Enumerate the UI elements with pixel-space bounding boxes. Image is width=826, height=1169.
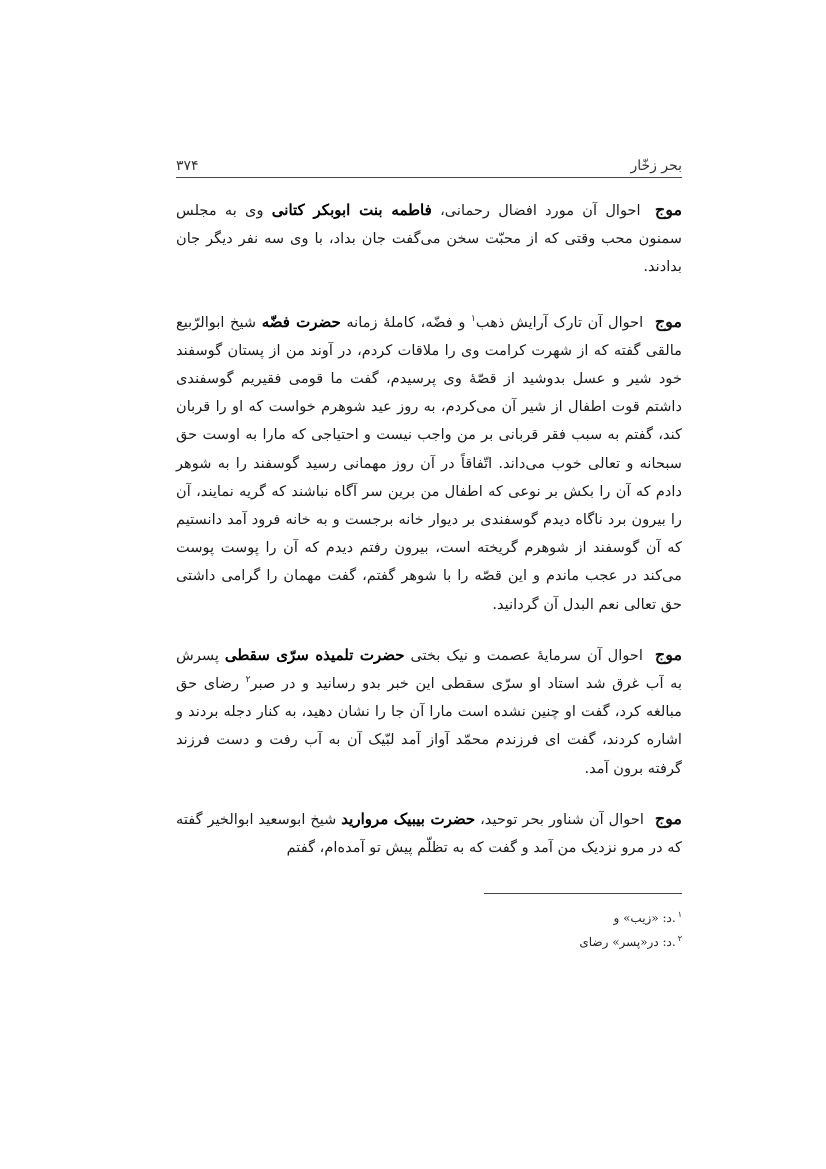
footnote-ref[interactable]: ۱: [471, 313, 476, 324]
footnote-number: ۱: [677, 910, 682, 919]
person-name: حضرت تلمیذه سرّی سقطی: [224, 645, 405, 664]
footnote-1: [176, 906, 682, 930]
paragraph-text: وی به مجلس سمنون محب وقتی که از محبّت سخن می‌گفت جان بداد، با وی سه نفر دیگر جان بدادند.: [176, 202, 682, 276]
person-name: حضرت فضّه: [261, 312, 341, 331]
main-text: [176, 196, 682, 884]
paragraph-2: [176, 308, 682, 619]
paragraph-text: احوال آن شناور بحر توحید،: [480, 810, 644, 828]
paragraph-text: و فضّه، کاملهٔ زمانه: [346, 313, 466, 331]
header-rule: [176, 177, 682, 178]
footnote-rule: [484, 893, 682, 894]
footnote-2: [176, 930, 682, 954]
running-header: [176, 148, 682, 174]
person-name: حضرت بیبیک مروارید: [341, 809, 476, 828]
paragraph-1: [176, 196, 682, 282]
paragraph-text: احوال آن سرمایهٔ عصمت و نیک بختی: [410, 646, 643, 664]
wave-heading: موج: [654, 200, 683, 219]
footnote-ref[interactable]: ۲: [245, 675, 251, 686]
paragraph-text: رضای حق مبالغه کرد، گفت او چنین نشده است مارا آن جا را نشان دهید، به کنار دجله بردند و اشاره کردند، گفت ای فرزندم محمّد آواز آمد لبّیک آن به آب رفت و دست فرزند گرفته برون آمد.: [176, 675, 682, 777]
footnote-text: .د: «زیب» و: [613, 911, 676, 925]
book-title: بحر زخّار: [630, 158, 682, 174]
paragraph-text: احوال آن مورد افضال رحمانی،: [440, 202, 641, 219]
paragraph-text: شیخ ابوالرّبیع مالقی گفته که از شهرت کرامت وی را ملاقات کردم، در آوند من از پستان گوسفند خود شیر و عسل بدوشید از قصّهٔ وی پرسیدم، گفت ما قومی فقیریم گوسفندی داشتم قوت اطفال از شیر آن می‌کردم، به روز عید شوهرم خواست که او را قربان کند، گفتم به سبب فقر قربانی بر من واجب نیست و احتیاجی که مارا به اوست حق سبحانه و تعالی خوب می‌داند. اتّفاقاً در آن روز مهمانی رسید گوسفند را به شوهر دادم که آن را بکش بر نوعی که اطفال من برین سر آگاه نباشند که گریه نمایند، آن را بیرون برد ناگاه دیدم گوسفندی بر دیوار خانه برجست و به خانه فرود آمد دانستیم که آن گوسفند از شوهرم گریخته است، بیرون رفتم دیدم که آن را پوست پوست می‌کند در عجب ماندم و این قصّه را با شوهر گفتم، گفت مهمان را گرامی داشتی حق تعالی نعم البدل آن گردانید.: [176, 313, 682, 613]
footnote-number: ۲: [677, 934, 682, 943]
page-number: ۳۷۴: [176, 158, 199, 174]
paragraph-text: پسرش به آب غرق شد استاد او سرّی سقطی این خبر بدو رسانید و در صبر: [176, 646, 683, 693]
paragraph-text: احوال آن تارک آرایش ذهب: [475, 313, 644, 331]
wave-heading: موج: [654, 311, 682, 331]
paragraph-4: [176, 805, 682, 862]
paragraph-text: شیخ ابوسعید ابوالخیر گفته که در مرو نزدیک من آمد و گفت که به تظلّم پیش تو آمده‌ام، گفتم: [176, 810, 682, 857]
wave-heading: موج: [654, 808, 682, 828]
footnotes: [176, 906, 682, 954]
paragraph-3: [176, 641, 682, 783]
person-name: فاطمه بنت ابوبکر کتانی: [271, 201, 432, 219]
footnote-text: .د: در«پسر» رضای: [579, 935, 676, 949]
wave-heading: موج: [654, 644, 683, 664]
